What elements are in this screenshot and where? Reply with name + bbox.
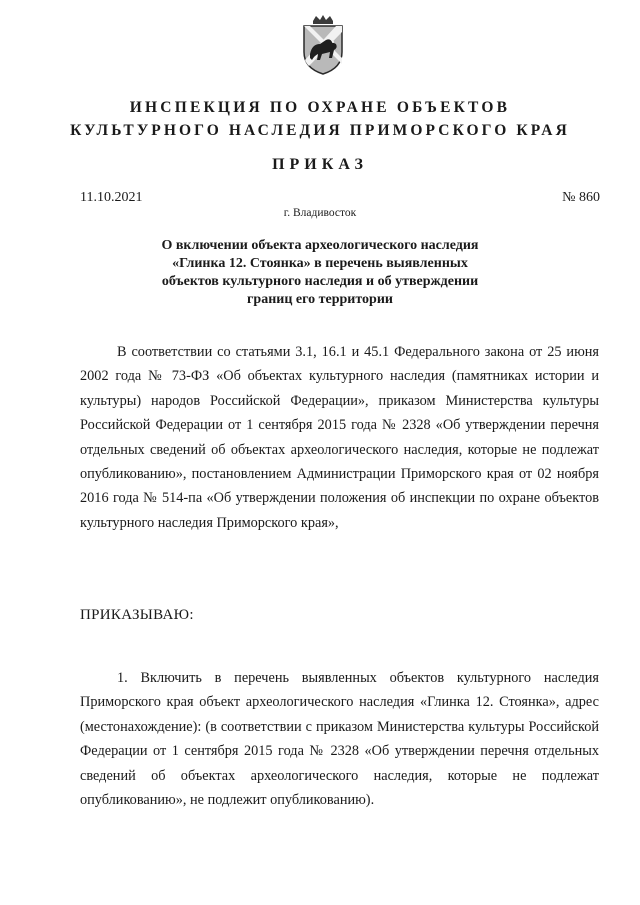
order-title: ПРИКАЗ	[272, 156, 368, 173]
organization-name-line1: ИНСПЕКЦИЯ ПО ОХРАНЕ ОБЪЕКТОВ	[129, 99, 511, 116]
organization-name-line2: КУЛЬТУРНОГО НАСЛЕДИЯ ПРИМОРСКОГО КРАЯ	[70, 122, 570, 139]
order-city: г. Владивосток	[283, 207, 357, 219]
coat-of-arms-icon	[296, 14, 350, 76]
heading-line: «Глинка 12. Стоянка» в перечень выявленных	[172, 256, 468, 271]
heading-line: объектов культурного наследия и об утверждении	[161, 274, 479, 289]
order-number: № 860	[562, 190, 600, 205]
heading-line: границ его территории	[247, 292, 393, 307]
order-item-1: 1. Включить в перечень выявленных объектов культурного наследия Приморского края объект археологического наследия «Глинка 12. Стоянка», адрес (местонахождение): (в соответствии с приказом Министерства культуры Российской Федерации от 1 сентября 2015 года № 2328 «Об утверждении перечня отдельных сведений об объектах археологического наследия, которые не подлежат опубликованию», не подлежит опубликованию).	[80, 670, 599, 809]
preamble-paragraph: В соответствии со статьями 3.1, 16.1 и 45.1 Федерального закона от 25 июня 2002 года № 73-ФЗ «Об объектах культурного наследия (памятниках истории и культуры) народов Российской Федерации», приказом Министерства культуры Российской Федерации от 1 сентября 2015 года № 2328 «Об утверждении перечня отдельных сведений об объектах археологического наследия, которые не подлежат опубликованию», постановлением Администрации Приморского края от 02 ноября 2016 года № 514-па «Об утверждении положения об инспекции по охране объектов культурного наследия Приморского края»,	[80, 344, 599, 531]
heading-line: О включении объекта археологического наследия	[161, 238, 479, 253]
order-date: 11.10.2021	[80, 190, 143, 205]
document-heading	[120, 237, 520, 309]
order-directive: ПРИКАЗЫВАЮ:	[80, 607, 194, 623]
